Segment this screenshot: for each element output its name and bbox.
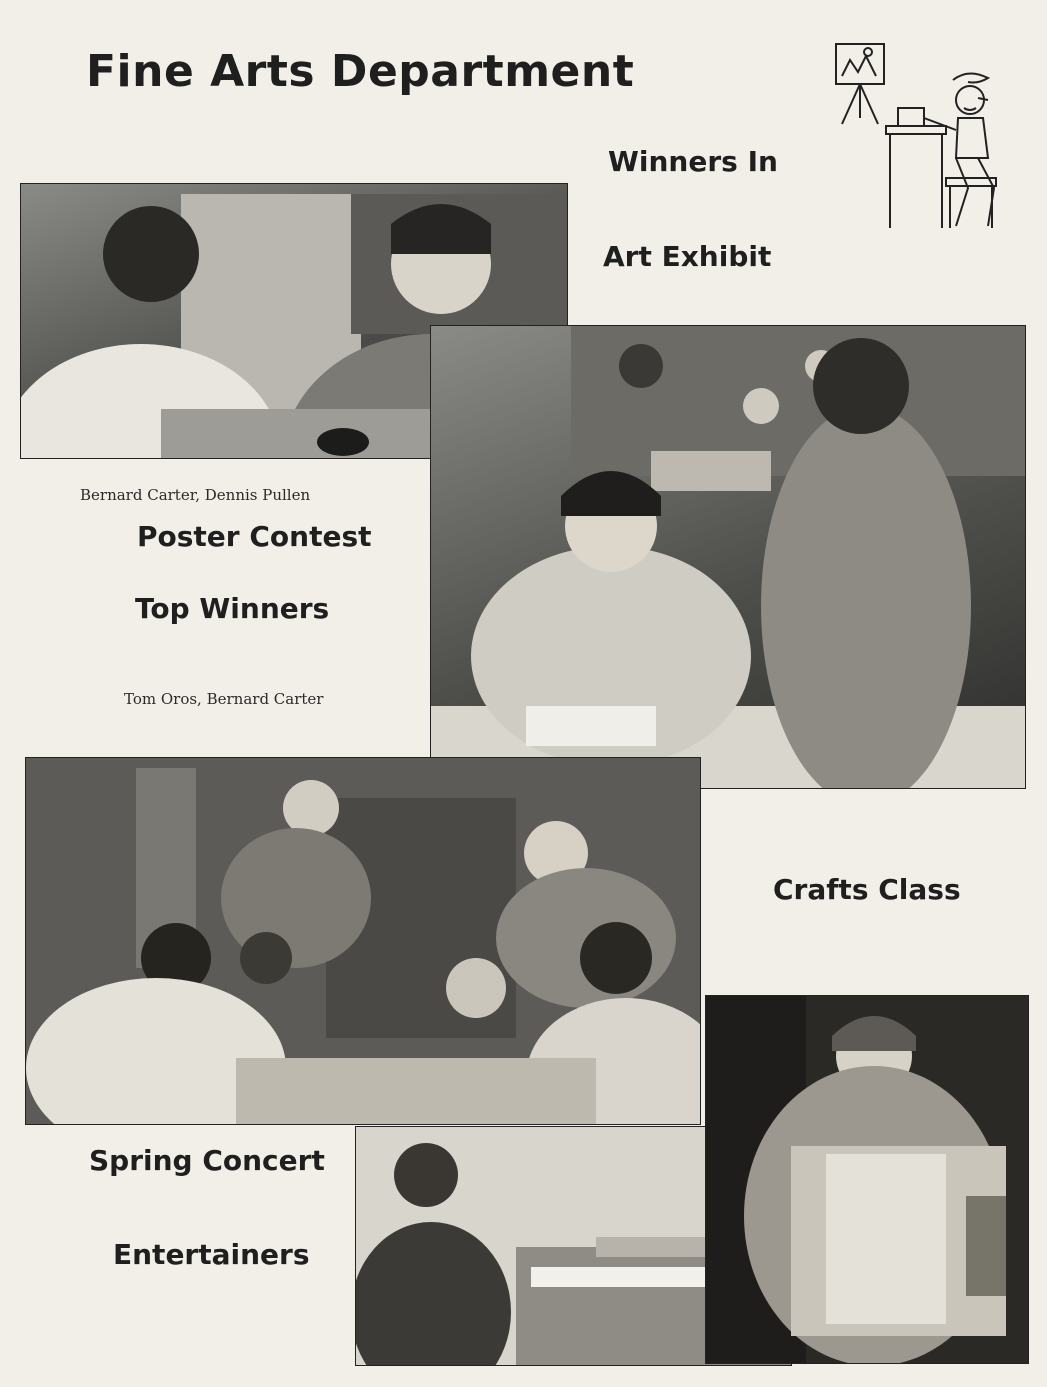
- poster-contest-heading-line1: Poster Contest: [137, 520, 372, 553]
- poster-contest-winners-photo: [430, 325, 1026, 789]
- poster-contest-heading-line2: Top Winners: [135, 592, 330, 625]
- crafts-class-heading: Crafts Class: [773, 873, 961, 906]
- crafts-class-photo: [25, 757, 701, 1125]
- art-exhibit-heading-line1: Winners In: [608, 145, 778, 178]
- spring-concert-accordionist-photo: [705, 995, 1029, 1364]
- art-exhibit-caption: Bernard Carter, Dennis Pullen: [80, 486, 311, 504]
- page-title: Fine Arts Department: [86, 46, 635, 97]
- poster-contest-caption: Tom Oros, Bernard Carter: [124, 690, 324, 708]
- spring-concert-heading-line1: Spring Concert: [89, 1144, 325, 1177]
- spring-concert-heading-line2: Entertainers: [113, 1238, 310, 1271]
- art-exhibit-heading-line2: Art Exhibit: [603, 240, 772, 273]
- artist-doodle-illustration: [828, 38, 1008, 238]
